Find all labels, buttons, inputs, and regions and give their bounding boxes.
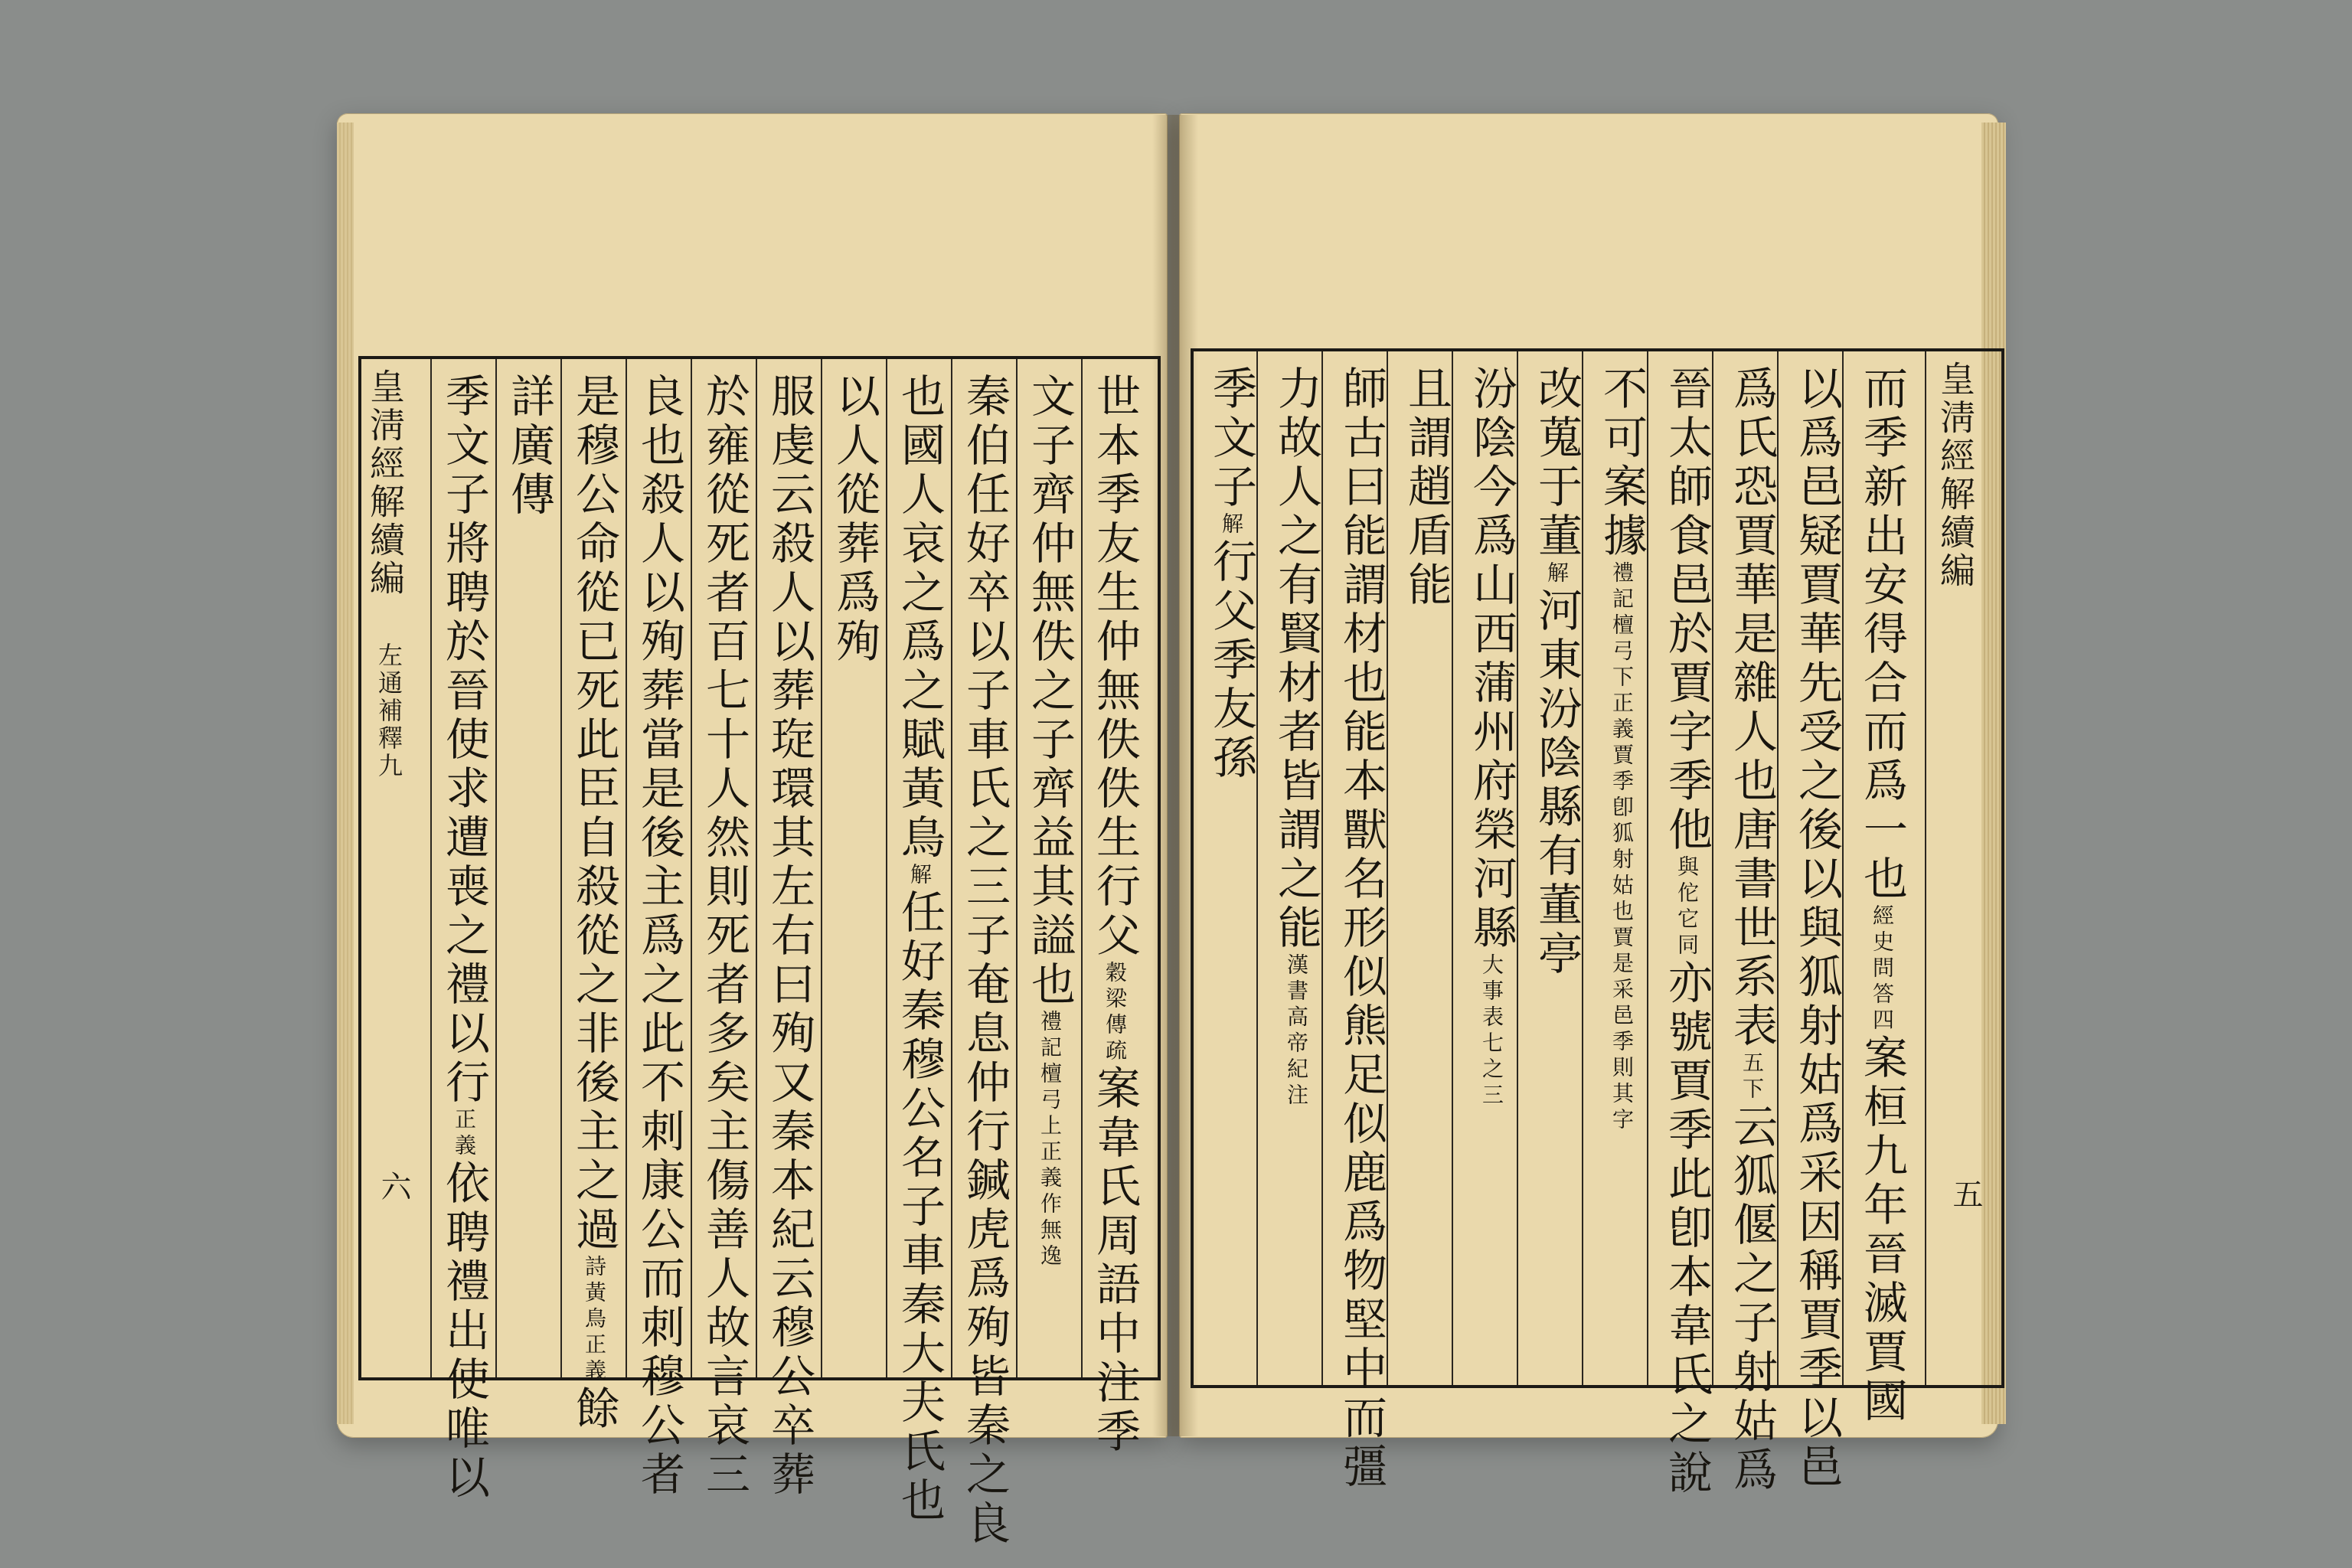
column-rule [691,359,692,1377]
column-rule [756,359,757,1377]
text-column: 秦伯任好卒以子車氏之三子奄息仲行鍼虎爲殉皆秦之良 [959,373,1011,1549]
right-text-frame [1191,348,2004,1498]
text-column: 文子齊仲無佚之子齊益其謚也禮記檀弓上正義作無逸 [1024,373,1076,1270]
margin-title: 皇淸經解續編 [1935,361,1976,590]
text-column: 以人從葬爲殉 [828,373,880,667]
text-column: 師古曰能謂材也能本獸名形似熊足似鹿爲物堅中而彊 [1335,365,1387,1492]
left-text-frame [358,356,1161,1549]
text-column: 服虔云殺人以葬琁環其左右曰殉又秦本紀云穆公卒葬 [763,373,815,1500]
text-column: 季文子將聘於晉使求遭喪之禮以行正義依聘禮出使唯以 [438,373,490,1503]
text-column: 季文子解行父季友孫 [1205,365,1257,783]
text-column: 以爲邑疑賈華先受之後以與狐射姑爲采因稱賈季以邑 [1791,365,1843,1492]
column-rule [430,359,432,1377]
text-column: 不可案據禮記檀弓下正義賈季卽狐射姑也賈是采邑季則其字 [1596,365,1648,1134]
margin-subtitle: 左通補釋九 [374,642,403,780]
left-page-edge [337,122,354,1424]
text-column: 世本季友生仲無佚佚生行父穀梁傳疏案韋氏周語中注季 [1089,373,1141,1457]
margin-title: 皇淸經解續編 [364,368,406,598]
column-rule [1016,359,1018,1377]
text-column: 且謂趙盾能 [1400,365,1452,610]
text-column: 於雍從死者百七十人然則死者多矣主傷善人故言哀三 [698,373,750,1500]
column-rule [626,359,627,1377]
text-column: 晉太師食邑於賈字季他與佗它同亦號賈季此卽本韋氏之說 [1661,365,1713,1498]
column-rule [821,359,822,1377]
text-column: 是穆公命從已死此臣自殺從之非後主之過詩黃鳥正義餘 [568,373,620,1434]
column-rule [560,359,562,1377]
text-column: 詳廣傳 [503,373,555,520]
text-column: 良也殺人以殉葬當是後主爲之此不刺康公而刺穆公者 [633,373,685,1500]
column-rule [1081,359,1083,1377]
text-column: 而季新出安得合而爲一也經史問答四案桓九年晉滅賈國 [1856,365,1908,1426]
text-column: 也國人哀之爲之賦黃鳥解任好秦穆公名子車秦大夫氏也 [893,373,946,1526]
column-rule [951,359,952,1377]
text-column: 汾陰今爲山西蒲州府榮河縣大事表七之三 [1465,365,1517,1109]
page-number: 五 [1948,1178,1983,1209]
text-column: 力故人之有賢材者皆謂之能漢書高帝紀注 [1270,365,1322,1109]
column-rule [495,359,497,1377]
text-column: 改蒐于董解河東汾陰縣有董亭 [1530,365,1583,979]
text-column: 爲氏恐賈華是雜人也唐書世系表五下云狐偃之子射姑爲 [1726,365,1778,1495]
column-rule [1925,351,1926,1385]
column-rule [886,359,887,1377]
page-number: 六 [376,1171,411,1201]
